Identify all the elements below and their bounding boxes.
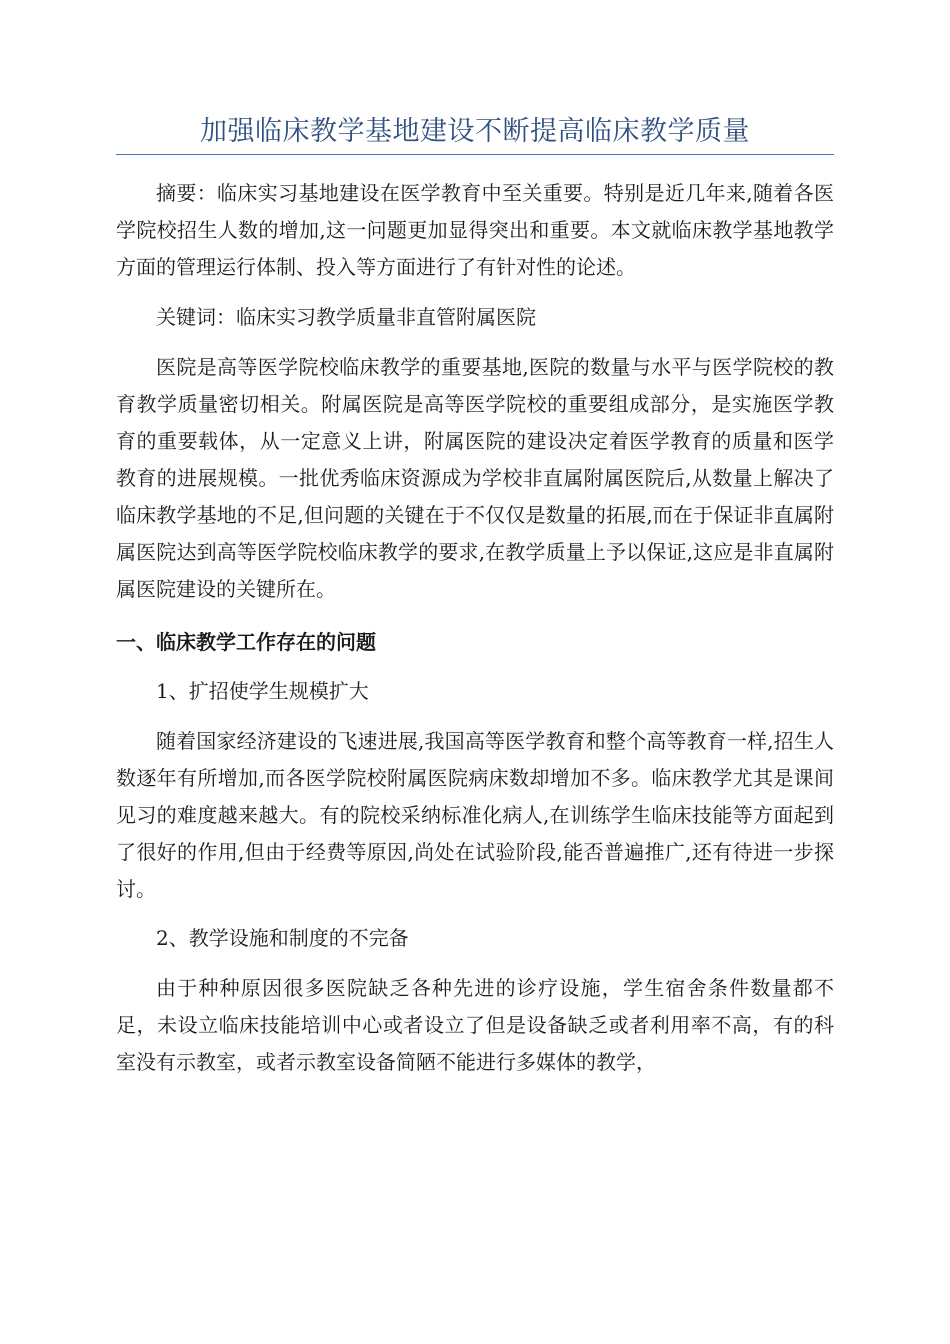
subsection-heading-1: 1、扩招使学生规模扩大 <box>156 679 369 703</box>
intro-paragraph: 医院是高等医学院校临床教学的重要基地,医院的数量与水平与医学院校的教育教学质量密切相关。附属医院是高等医学院校的重要组成部分，是实施医学教育的重要载体，从一定意义上讲，附属医院的建设决定着医学教育的质量和医学教育的进展规模。一批优秀临床资源成为学校非直属附属医院后,从数量上解决了临床教学基地的不足,但问题的关键在于不仅仅是数量的拓展,而在于保证非直属附属医院达到高等医学院校临床教学的要求,在教学质量上予以保证,这应是非直属附属医院建设的关键所在。 <box>116 355 834 601</box>
subsection-body-2: 由于种种原因很多医院缺乏各种先进的诊疗设施，学生宿舍条件数量都不足，未设立临床技能培训中心或者设立了但是设备缺乏或者利用率不高，有的科室没有示教室，或者示教室设备简陋不能进行多媒体的教学， <box>116 976 834 1074</box>
document-page <box>116 0 834 1081</box>
document-title: 加强临床教学基地建设不断提高临床教学质量 <box>200 116 750 147</box>
title-underline <box>116 154 834 155</box>
subsection-heading-2: 2、教学设施和制度的不完备 <box>156 926 409 950</box>
abstract-paragraph: 摘要：临床实习基地建设在医学教育中至关重要。特别是近几年来,随着各医学院校招生人数的增加,这一问题更加显得突出和重要。本文就临床教学基地教学方面的管理运行体制、投入等方面进行了有针对性的论述。 <box>116 181 834 279</box>
subsection-body-1: 随着国家经济建设的飞速进展,我国高等医学教育和整个高等教育一样,招生人数逐年有所增加,而各医学院校附属医院病床数却增加不多。临床教学尤其是课间见习的难度越来越大。有的院校采纳标准化病人,在训练学生临床技能等方面起到了很好的作用,但由于经费等原因,尚处在试验阶段,能否普遍推广,还有待进一步探讨。 <box>116 729 834 901</box>
section-heading-1: 一、临床教学工作存在的问题 <box>116 630 376 654</box>
keywords-paragraph: 关键词：临床实习教学质量非直管附属医院 <box>156 305 536 329</box>
